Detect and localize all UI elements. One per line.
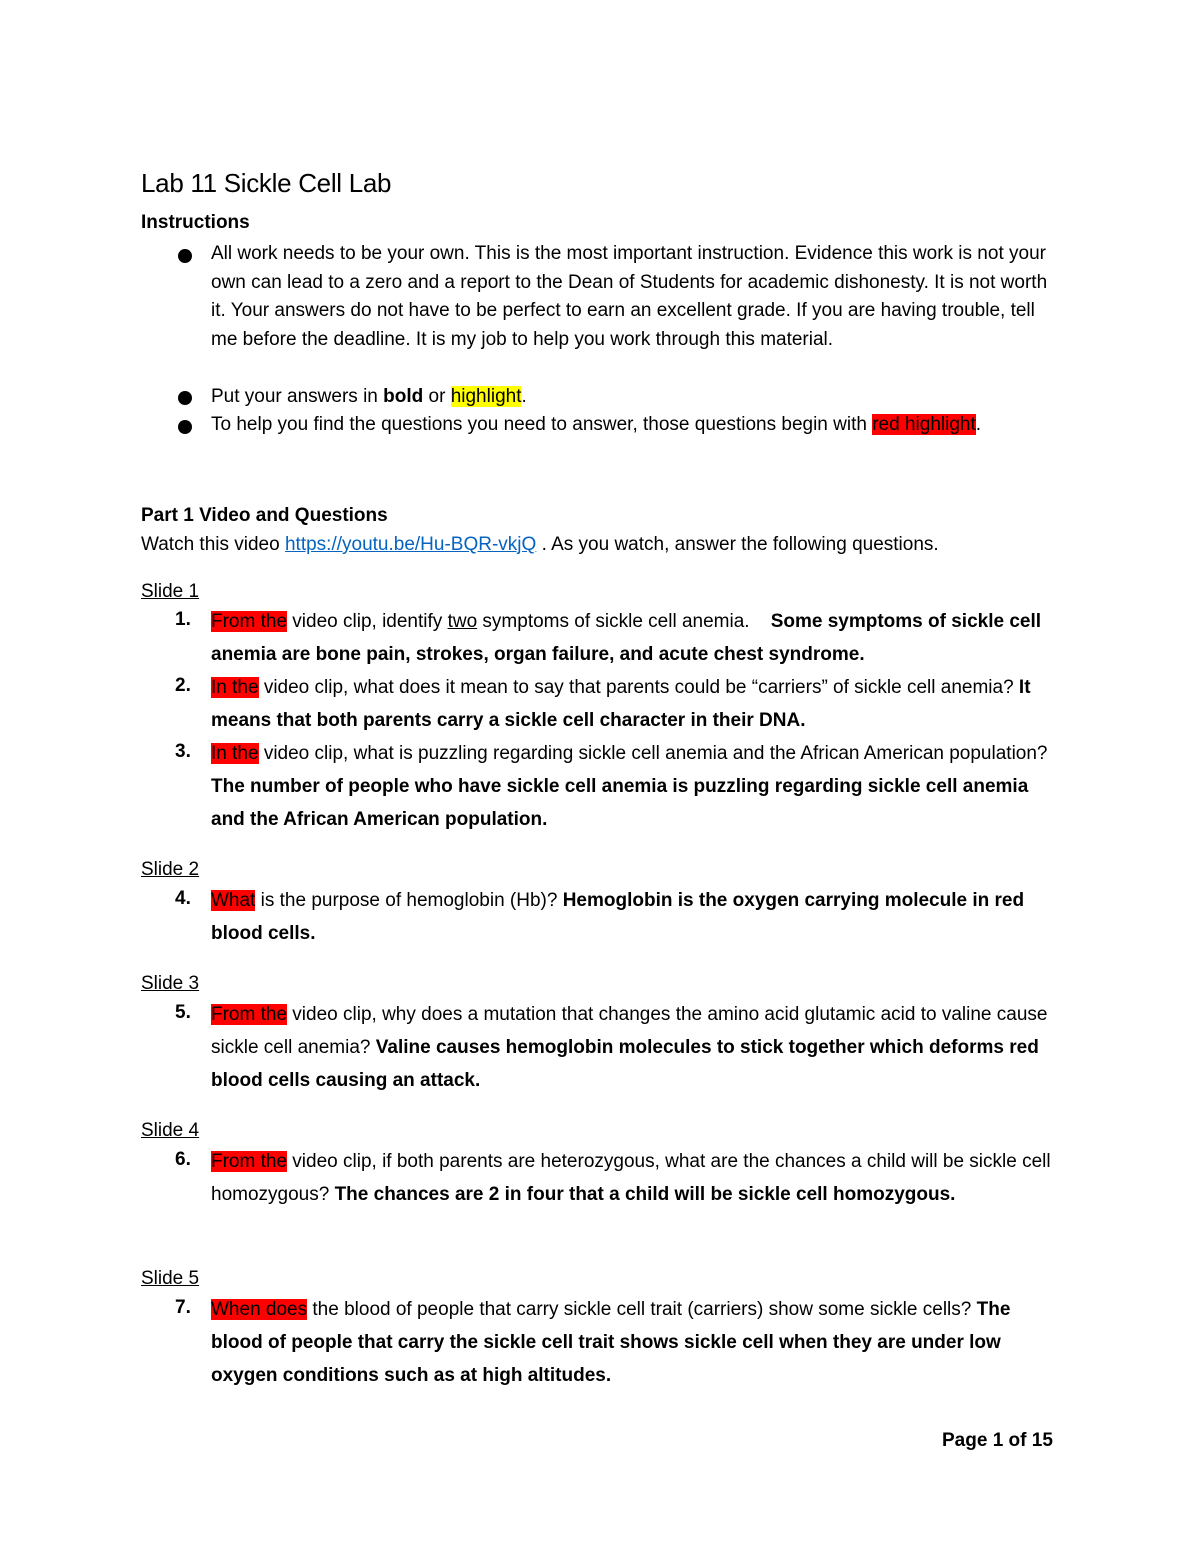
slide-5-heading: Slide 5 — [141, 1268, 200, 1289]
question-number: 6. — [175, 1149, 191, 1170]
bullet-icon — [178, 420, 192, 434]
question-6: From the video clip, if both parents are heterozygous, what are the chances a child will be sickle cell homozygous? The chances are 2 in four that a child will be sickle cell homozygous. — [211, 1151, 1051, 1205]
question-number: 5. — [175, 1002, 191, 1023]
question-number: 7. — [175, 1297, 191, 1318]
question-1: From the video clip, identify two symptoms of sickle cell anemia. Some symptoms of sickle cell anemia are bone pain, strokes, organ failure, and acute chest syndrome. — [211, 611, 1042, 665]
question-number: 2. — [175, 675, 191, 696]
bullet-icon — [178, 249, 192, 263]
instruction-bullet-2: Put your answers in bold or highlight. — [211, 386, 527, 407]
video-link[interactable]: https://youtu.be/Hu-BQR-vkjQ — [284, 534, 537, 555]
answer-3: The number of people who have sickle cell anemia is puzzling regarding sickle cell anemia and the African American population. — [211, 776, 1029, 830]
bullet-icon — [178, 391, 192, 405]
slide-1-heading: Slide 1 — [141, 581, 200, 602]
answer-7: The blood of people that carry the sickle cell trait shows sickle cell when they are under low oxygen conditions such as at high altitudes. — [211, 1299, 1011, 1386]
instruction-bullet-1: All work needs to be your own. This is the most important instruction. Evidence this work is not your own can lead to a zero and a report to the Dean of Students for academic dishonesty. It is not worth it. Your answers do not have to be perfect to earn an excellent grade. If you are having trouble, tell me before the deadline. It is my job to help you work through this material. — [211, 243, 1048, 350]
question-2: In the video clip, what does it mean to say that parents could be “carriers” of sickle cell anemia? It means that both parents carry a sickle cell character in their DNA. — [211, 677, 1031, 731]
answer-5: Valine causes hemoglobin molecules to stick together which deforms red blood cells causing an attack. — [211, 1037, 1039, 1091]
question-number: 4. — [175, 888, 191, 909]
slide-4-heading: Slide 4 — [141, 1120, 200, 1141]
part1-heading: Part 1 Video and Questions — [141, 505, 388, 526]
page-number: Page 1 of 15 — [942, 1430, 1053, 1451]
slide-3-heading: Slide 3 — [141, 973, 200, 994]
instructions-heading: Instructions — [141, 212, 250, 233]
answer-1: Some symptoms of sickle cell anemia are bone pain, strokes, organ failure, and acute chest syndrome. — [211, 611, 1042, 665]
watch-line: Watch this video https://youtu.be/Hu-BQR-vkjQ . As you watch, answer the following questions. — [141, 534, 939, 555]
answer-6: The chances are 2 in four that a child will be sickle cell homozygous. — [334, 1184, 956, 1205]
answer-2: It means that both parents carry a sickle cell character in their DNA. — [211, 677, 1031, 731]
yellow-highlight-sample: highlight — [450, 386, 522, 407]
red-highlight-sample: red highlight — [872, 414, 976, 435]
page-title: Lab 11 Sickle Cell Lab — [141, 168, 392, 198]
question-5: From the video clip, why does a mutation that changes the amino acid glutamic acid to valine cause sickle cell anemia? Valine causes hemoglobin molecules to stick together which deforms red blood cells causing an attack. — [211, 1004, 1048, 1091]
question-number: 3. — [175, 741, 191, 762]
slide-2-heading: Slide 2 — [141, 859, 200, 880]
question-number: 1. — [175, 609, 191, 630]
question-4: What is the purpose of hemoglobin (Hb)? Hemoglobin is the oxygen carrying molecule in red blood cells. — [211, 890, 1025, 944]
question-3: In the video clip, what is puzzling regarding sickle cell anemia and the African American population? The number of people who have sickle cell anemia is puzzling regarding sickle cell anemia and the African American population. — [211, 743, 1048, 830]
instruction-bullet-3: To help you find the questions you need to answer, those questions begin with red highlight. — [211, 414, 982, 435]
question-7: When does the blood of people that carry sickle cell trait (carriers) show some sickle cells? The blood of people that carry the sickle cell trait shows sickle cell when they are under low oxygen conditions such as at high altitudes. — [211, 1299, 1011, 1386]
answer-4: Hemoglobin is the oxygen carrying molecule in red blood cells. — [211, 890, 1025, 944]
